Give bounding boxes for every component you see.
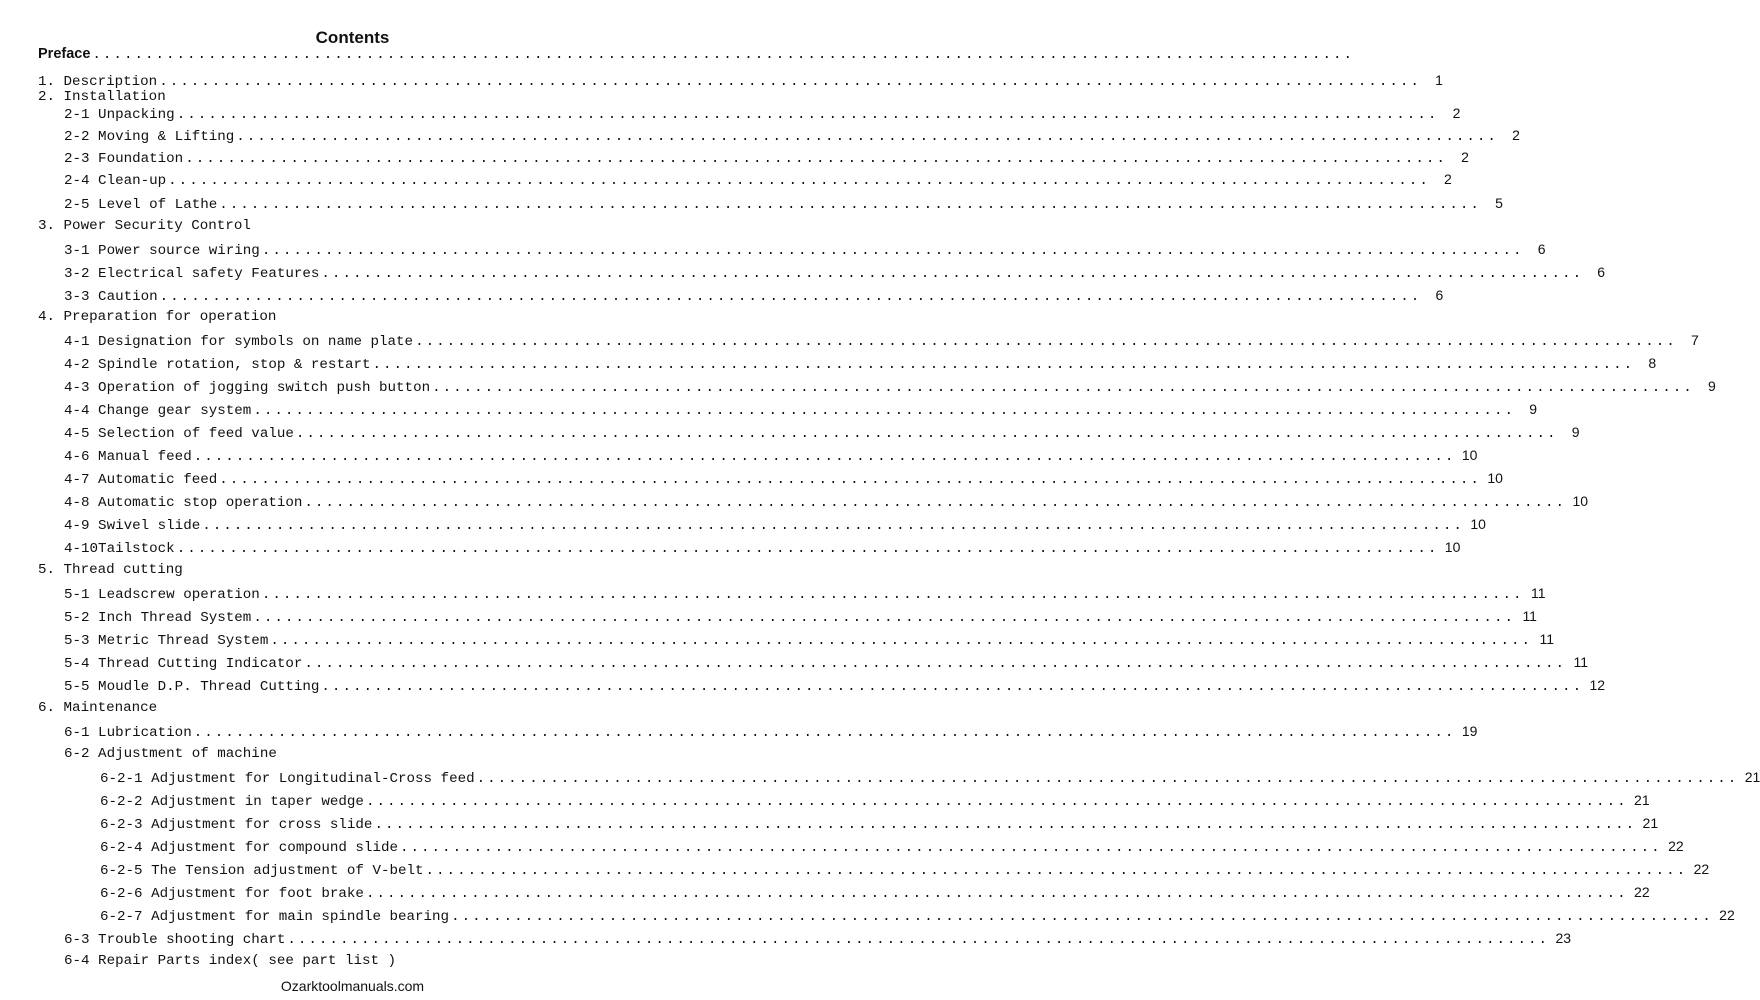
dot-leader: ........................................................................................................................ bbox=[321, 679, 1584, 695]
toc-entry-page: 10 bbox=[1444, 539, 1461, 555]
toc-entry-page: 1 bbox=[1435, 72, 1443, 88]
toc-entry bbox=[64, 951, 396, 971]
toc-entry-page: 21 bbox=[1634, 792, 1650, 808]
toc-entry-label: 3. Power Security Control bbox=[38, 218, 251, 234]
toc-entry bbox=[100, 836, 1684, 856]
toc-entry-label: 5-1 Leadscrew operation bbox=[64, 587, 260, 603]
toc-entry-label: 4-6 Manual feed bbox=[64, 449, 192, 465]
dot-leader: ........................................................................................................................ bbox=[476, 771, 1739, 787]
toc-entry-label: 2-1 Unpacking bbox=[64, 107, 175, 123]
toc-entry-label: 2. Installation bbox=[38, 89, 166, 105]
toc-entry-page: 22 bbox=[1634, 884, 1650, 900]
toc-entry-page: 11 bbox=[1522, 608, 1537, 624]
toc-entry-label: 4-4 Change gear system bbox=[64, 403, 252, 419]
toc-entry bbox=[64, 491, 1589, 511]
dot-leader: ........................................................................................................................ bbox=[193, 725, 1456, 741]
toc-entry bbox=[64, 330, 1699, 350]
toc-entry bbox=[64, 721, 1478, 741]
dot-leader: ........................................................................................................................ bbox=[365, 794, 1628, 810]
toc-entry-page: 9 bbox=[1529, 401, 1537, 417]
toc-entry bbox=[64, 514, 1486, 534]
toc-entry-label: 6-2-5 The Tension adjustment of V-belt bbox=[100, 863, 424, 879]
toc-entry bbox=[64, 169, 1452, 189]
dot-leader: ........................................................................................................................ bbox=[372, 357, 1635, 373]
toc-entry-label: 3-2 Electrical safety Features bbox=[64, 266, 320, 282]
toc-entry-page: 9 bbox=[1571, 424, 1580, 440]
toc-entry-label: 6-2 Adjustment of machine bbox=[64, 746, 277, 762]
toc-entry-page: 6 bbox=[1597, 264, 1606, 280]
toc-entry-page: 10 bbox=[1572, 493, 1589, 509]
toc-entry bbox=[100, 813, 1659, 833]
toc-entry bbox=[64, 537, 1461, 557]
toc-entry-label: 2-5 Level of Lathe bbox=[64, 197, 218, 213]
toc-entry-label: 1. Description bbox=[38, 74, 158, 90]
toc-entry-label: 4-9 Swivel slide bbox=[64, 518, 201, 534]
toc-entry-label: 5-3 Metric Thread System bbox=[64, 633, 269, 649]
dot-leader: ........................................................................................................................ bbox=[176, 541, 1439, 557]
toc-entry bbox=[64, 606, 1537, 626]
toc-entry bbox=[64, 193, 1503, 213]
page-title: Contents bbox=[315, 28, 390, 47]
toc-entry bbox=[64, 445, 1478, 465]
dot-leader: ........................................................................................................................ bbox=[304, 656, 1567, 672]
dot-leader: ........................................................................................................................ bbox=[425, 863, 1688, 879]
toc-entry-label: 6-2-1 Adjustment for Longitudinal-Cross feed bbox=[100, 771, 475, 787]
dot-leader: ........................................................................................................................ bbox=[400, 840, 1662, 856]
toc-entry-label: 3-1 Power source wiring bbox=[64, 243, 260, 259]
dot-leader: ........................................................................................................................ bbox=[451, 909, 1713, 925]
dot-leader: ........................................................................................................................ bbox=[321, 266, 1584, 282]
dot-leader: ........................................................................................................................ bbox=[193, 449, 1456, 465]
toc-entry bbox=[100, 905, 1735, 925]
toc-entry-page: 8 bbox=[1648, 355, 1657, 371]
toc-entry-label: 6-1 Lubrication bbox=[64, 725, 192, 741]
dot-leader: ........................................................................................................................ bbox=[202, 518, 1464, 534]
dot-leader: ........................................................................................................................ bbox=[253, 403, 1515, 419]
toc-entry bbox=[64, 928, 1572, 948]
toc-entry-label: 6-2-2 Adjustment in taper wedge bbox=[100, 794, 364, 810]
toc-entry-page: 22 bbox=[1693, 861, 1710, 877]
dot-leader: ........................................................................................................................ bbox=[432, 380, 1694, 396]
toc-entry bbox=[64, 652, 1589, 672]
dot-leader: ........................................................................................................................ bbox=[415, 334, 1677, 350]
toc-preface-entry bbox=[38, 44, 1355, 64]
toc-entry-label: 2-2 Moving & Lifting bbox=[64, 129, 235, 145]
toc-entry bbox=[100, 767, 1760, 787]
dot-leader: ........................................................................................................................ bbox=[261, 243, 1524, 259]
toc-entry bbox=[100, 859, 1710, 879]
toc-entry-label: 2-3 Foundation bbox=[64, 151, 184, 167]
toc-entry bbox=[64, 125, 1520, 145]
toc-entry bbox=[64, 675, 1606, 695]
toc-entry-page: 21 bbox=[1642, 815, 1659, 831]
toc-entry-label: 6-3 Trouble shooting chart bbox=[64, 932, 286, 948]
toc-entry bbox=[64, 239, 1546, 259]
dot-leader: ........................................................................................................................ bbox=[185, 151, 1447, 167]
dot-leader: ........................................................................................................................ bbox=[365, 886, 1628, 902]
toc-entry-page: 5 bbox=[1495, 195, 1503, 211]
toc-entry bbox=[64, 629, 1555, 649]
toc-entry-page: 6 bbox=[1537, 241, 1546, 257]
toc-entry-label: 5-4 Thread Cutting Indicator bbox=[64, 656, 303, 672]
toc-entry bbox=[100, 790, 1650, 810]
dot-leader: ........................................................................................................................ bbox=[270, 633, 1533, 649]
toc-entry-label: 2-4 Clean-up bbox=[64, 173, 167, 189]
toc-entry-label: 4-1 Designation for symbols on name plate bbox=[64, 334, 414, 350]
toc-entry-page: 12 bbox=[1589, 677, 1606, 693]
toc-entry-page: 22 bbox=[1719, 907, 1735, 923]
toc-entry-page: 22 bbox=[1668, 838, 1684, 854]
dot-leader: ........................................................................................................................ bbox=[219, 197, 1481, 213]
toc-entry-label: 6-4 Repair Parts index( see part list ) bbox=[64, 953, 397, 969]
dot-leader: ........................................................................................................................ bbox=[168, 173, 1430, 189]
toc-entry bbox=[64, 468, 1503, 488]
dot-leader: ........................................................................................................................ bbox=[159, 74, 1421, 90]
toc-entry-page: 21 bbox=[1744, 769, 1760, 785]
toc-entry-label: 5-2 Inch Thread System bbox=[64, 610, 252, 626]
toc-entry bbox=[38, 216, 251, 236]
toc-entry-page: 11 bbox=[1539, 631, 1555, 647]
dot-leader: ........................................................................................................................ bbox=[219, 472, 1481, 488]
toc-entry-label: 4-3 Operation of jogging switch push button bbox=[64, 380, 431, 396]
dot-leader: ........................................................................................................................ bbox=[159, 289, 1422, 305]
toc-entry-page: 10 bbox=[1461, 447, 1478, 463]
toc-entry-label: 4-10Tailstock bbox=[64, 541, 175, 557]
toc-entry-label: 4. Preparation for operation bbox=[38, 309, 277, 325]
dot-leader: ........................................................................................................................ bbox=[287, 932, 1550, 948]
dot-leader: ........................................................................................................................ bbox=[304, 495, 1567, 511]
toc-entry bbox=[64, 399, 1537, 419]
toc-entry bbox=[64, 147, 1469, 167]
toc-entry-page: 7 bbox=[1690, 332, 1699, 348]
toc-entry-label: Preface bbox=[38, 46, 91, 62]
toc-entry-page: 11 bbox=[1530, 585, 1546, 601]
toc-entry-page: 2 bbox=[1461, 149, 1469, 165]
toc-entry-label: 6-2-4 Adjustment for compound slide bbox=[100, 840, 398, 856]
toc-entry bbox=[38, 307, 276, 327]
footer-source: Ozarktoolmanuals.com bbox=[280, 978, 425, 994]
toc-entry-page: 11 bbox=[1573, 654, 1589, 670]
dot-leader: ........................................................................................................................ bbox=[261, 587, 1524, 603]
toc-entry bbox=[64, 422, 1580, 442]
toc-entry bbox=[38, 560, 183, 580]
toc-entry-page: 2 bbox=[1444, 171, 1452, 187]
toc-entry bbox=[64, 353, 1657, 373]
toc-entry-label: 5-5 Moudle D.P. Thread Cutting bbox=[64, 679, 320, 695]
toc-entry-page: 10 bbox=[1470, 516, 1486, 532]
toc-entry bbox=[38, 698, 157, 718]
toc-entry bbox=[64, 285, 1444, 305]
dot-leader: ........................................................................................................................ bbox=[374, 817, 1637, 833]
toc-entry-label: 4-7 Automatic feed bbox=[64, 472, 218, 488]
toc-entry-label: 6-2-7 Adjustment for main spindle bearing bbox=[100, 909, 450, 925]
toc-entry bbox=[64, 583, 1546, 603]
toc-entry-label: 5. Thread cutting bbox=[38, 562, 183, 578]
toc-entry-label: 6-2-3 Adjustment for cross slide bbox=[100, 817, 373, 833]
toc-entry bbox=[100, 882, 1650, 902]
toc-entry-page: 19 bbox=[1461, 723, 1478, 739]
toc-entry-page: 10 bbox=[1487, 470, 1503, 486]
toc-entry-label: 6-2-6 Adjustment for foot brake bbox=[100, 886, 364, 902]
toc-entry bbox=[64, 744, 277, 764]
toc-entry-page: 9 bbox=[1707, 378, 1716, 394]
toc-entry-label: 4-8 Automatic stop operation bbox=[64, 495, 303, 511]
dot-leader: ........................................................................................................................ bbox=[92, 47, 1355, 63]
dot-leader: ........................................................................................................................ bbox=[176, 107, 1439, 123]
toc-entry bbox=[64, 262, 1606, 282]
toc-entry-label: 4-2 Spindle rotation, stop & restart bbox=[64, 357, 371, 373]
toc-entry-page: 2 bbox=[1452, 105, 1461, 121]
dot-leader: ........................................................................................................................ bbox=[253, 610, 1515, 626]
toc-entry-page: 23 bbox=[1555, 930, 1572, 946]
toc-entry-label: 4-5 Selection of feed value bbox=[64, 426, 294, 442]
toc-entry-page: 2 bbox=[1512, 127, 1520, 143]
toc-entry-label: 3-3 Caution bbox=[64, 289, 158, 305]
dot-leader: ........................................................................................................................ bbox=[295, 426, 1558, 442]
dot-leader: ........................................................................................................................ bbox=[236, 129, 1498, 145]
toc-entry bbox=[64, 376, 1716, 396]
toc-entry-label: 6. Maintenance bbox=[38, 700, 158, 716]
toc-entry-page: 6 bbox=[1435, 287, 1444, 303]
toc-entry bbox=[64, 103, 1461, 123]
